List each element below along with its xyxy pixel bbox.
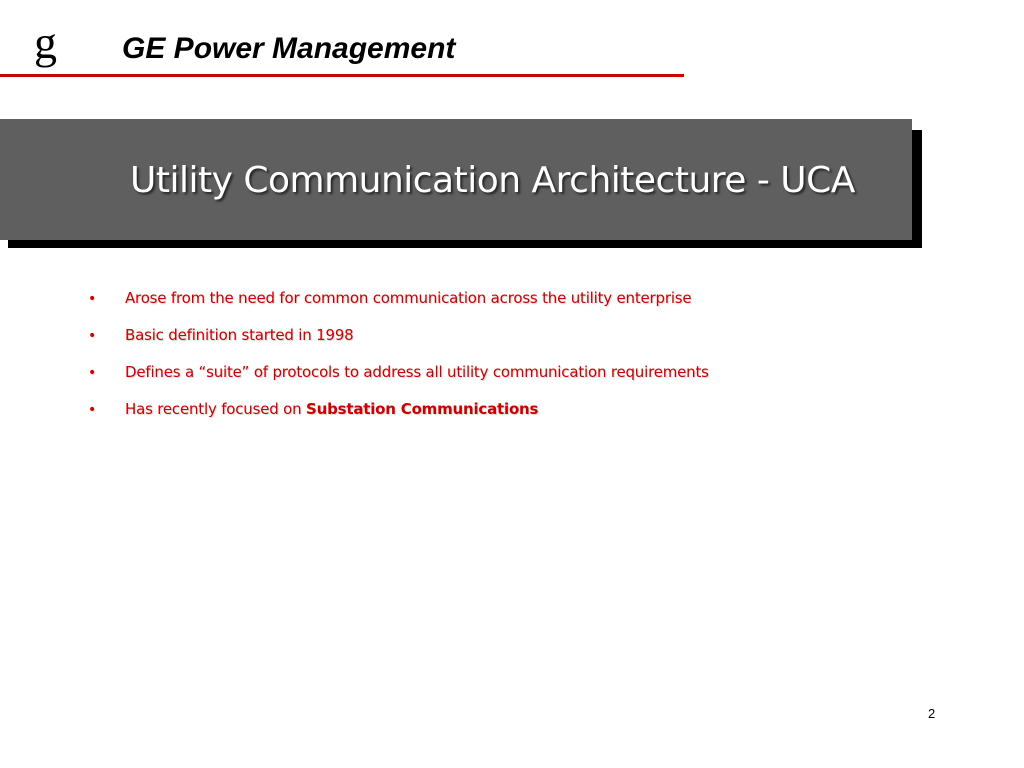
bullet-icon: • (88, 328, 97, 344)
bullet-item (88, 363, 709, 400)
bullet-icon: • (88, 291, 97, 307)
header-divider (0, 74, 684, 77)
bullet-icon: • (88, 402, 97, 418)
bullet-text: Arose from the need for common communication across the utility enterprise (125, 289, 692, 307)
bullet-text: Basic definition started in 1998 (125, 326, 354, 344)
slide-title: Utility Communication Architecture - UCA (130, 160, 855, 201)
bullet-item (88, 289, 709, 326)
bullet-icon: • (88, 365, 97, 381)
bullet-text: Defines a “suite” of protocols to address all utility communication requirements (125, 363, 709, 381)
header-title: GE Power Management (122, 32, 456, 65)
bullet-text (125, 400, 538, 418)
title-bar (0, 119, 912, 240)
bullet-list (88, 289, 709, 437)
page-number: 2 (928, 706, 936, 721)
bullet-text-bold: Substation Communications (306, 400, 539, 418)
bullet-item (88, 400, 709, 437)
bullet-text-plain: Has recently focused on (125, 400, 306, 418)
ge-logo: g (34, 17, 57, 68)
bullet-item (88, 326, 709, 363)
